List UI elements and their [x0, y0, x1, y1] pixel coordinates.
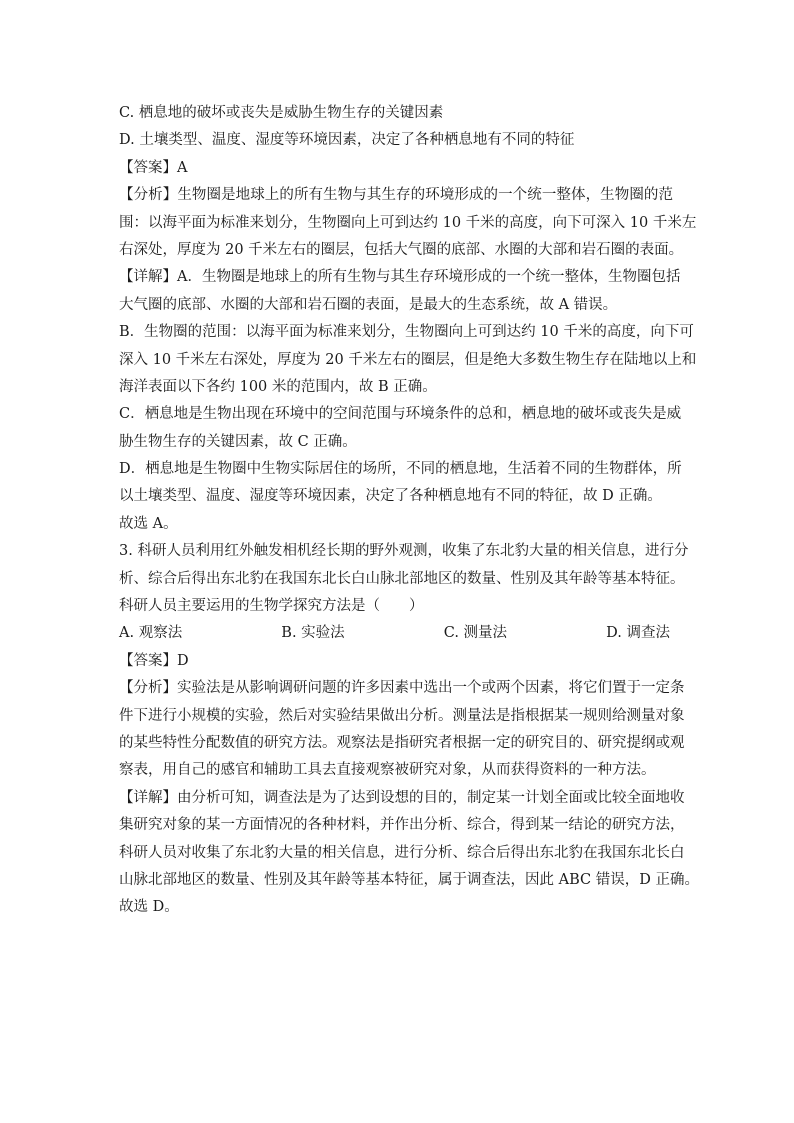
- explanation-line: 深入 10 千米左右深处，厚度为 20 千米左右的圈层，但是绝大多数生物生存在陆地以上和: [119, 351, 697, 368]
- analysis-line: 件下进行小规模的实验，然后对实验结果做出分析。测量法是指根据某一规则给测量对象: [119, 707, 685, 724]
- option-d-line: D. 土壤类型、温度、湿度等环境因素，决定了各种栖息地有不同的特征: [119, 132, 575, 149]
- explanation-block: [119, 785, 699, 895]
- explanation-line: 胁生物生存的关键因素，故 C 正确。: [119, 433, 357, 450]
- question-2-options-continued: [119, 100, 673, 155]
- explanation-line: 以土壤类型、温度、湿度等环境因素，决定了各种栖息地有不同的特征，故 D 正确。: [119, 488, 662, 505]
- explanation-line: B．生物圈的范围：以海平面为标准来划分，生物圈向上可到达约 10 千米的高度，向下可: [119, 324, 694, 341]
- explanation-line: 科研人员对收集了东北豹大量的相关信息，进行分析、综合后得出东北豹在我国东北长白: [119, 844, 685, 861]
- question-line: 析、综合后得出东北豹在我国东北长白山脉北部地区的数量、性别及其年龄等基本特征。: [119, 570, 685, 587]
- conclusion-line: 故选 D。: [119, 899, 179, 916]
- explanation-line: 山脉北部地区的数量、性别及其年龄等基本特征，属于调查法，因此 ABC 错误，D 正确。: [119, 871, 699, 888]
- explanation-block: [119, 264, 697, 511]
- options-row: [119, 620, 673, 647]
- option-c-line: C. 栖息地的破坏或丧失是威胁生物生存的关键因素: [119, 105, 444, 121]
- analysis-block: [119, 182, 697, 264]
- document-page: [119, 100, 699, 922]
- explanation-line: 【详解】A．生物圈是地球上的所有生物与其生存环境形成的一个统一整体，生物圈包括: [119, 269, 681, 286]
- option-a: A. 观察法: [119, 625, 183, 642]
- option-b: B. 实验法: [281, 625, 345, 642]
- analysis-line: 【分析】生物圈是地球上的所有生物与其生存的环境形成的一个统一整体，生物圈的范: [119, 187, 673, 204]
- explanation-line: 集研究对象的某一方面情况的各种材料，并作出分析、综合，得到某一结论的研究方法，: [119, 817, 685, 834]
- analysis-block: [119, 675, 685, 785]
- question-line: 科研人员主要运用的生物学探究方法是（ ）: [119, 598, 424, 615]
- question-3: [119, 538, 689, 648]
- answer-line: 【答案】A: [119, 159, 188, 176]
- analysis-line: 右深处，厚度为 20 千米左右的圈层，包括大气圈的底部、水圈的大部和岩石圈的表面。: [119, 241, 684, 258]
- analysis-line: 围：以海平面为标准来划分，生物圈向上可到达约 10 千米的高度，向下可深入 10 千米左: [119, 214, 697, 231]
- question-line: 3. 科研人员利用红外触发相机经长期的野外观测，收集了东北豹大量的相关信息，进行分: [119, 543, 689, 560]
- analysis-line: 的某些特性分配数值的研究方法。观察法是指研究者根据一定的研究目的、研究提纲或观: [119, 734, 685, 751]
- answer-line: 【答案】D: [119, 652, 189, 669]
- explanation-line: C．栖息地是生物出现在环境中的空间范围与环境条件的总和，栖息地的破坏或丧失是威: [119, 406, 682, 423]
- explanation-line: 大气圈的底部、水圈的大部和岩石圈的表面，是最大的生态系统，故 A 错误。: [119, 296, 618, 313]
- option-c: C. 测量法: [443, 625, 508, 642]
- analysis-line: 【分析】实验法是从影响调研问题的许多因素中选出一个或两个因素，将它们置于一定条: [119, 680, 685, 697]
- explanation-line: 海洋表面以下各约 100 米的范围内，故 B 正确。: [119, 378, 437, 395]
- analysis-line: 察表，用自己的感官和辅助工具去直接观察被研究对象，从而获得资料的一种方法。: [119, 762, 656, 779]
- option-d: D. 调查法: [606, 625, 670, 642]
- conclusion-line: 故选 A。: [119, 515, 178, 532]
- explanation-line: D．栖息地是生物圈中生物实际居住的场所，不同的栖息地，生活着不同的生物群体，所: [119, 461, 682, 478]
- explanation-line: 【详解】由分析可知，调查法是为了达到设想的目的，制定某一计划全面或比较全面地收: [119, 789, 685, 806]
